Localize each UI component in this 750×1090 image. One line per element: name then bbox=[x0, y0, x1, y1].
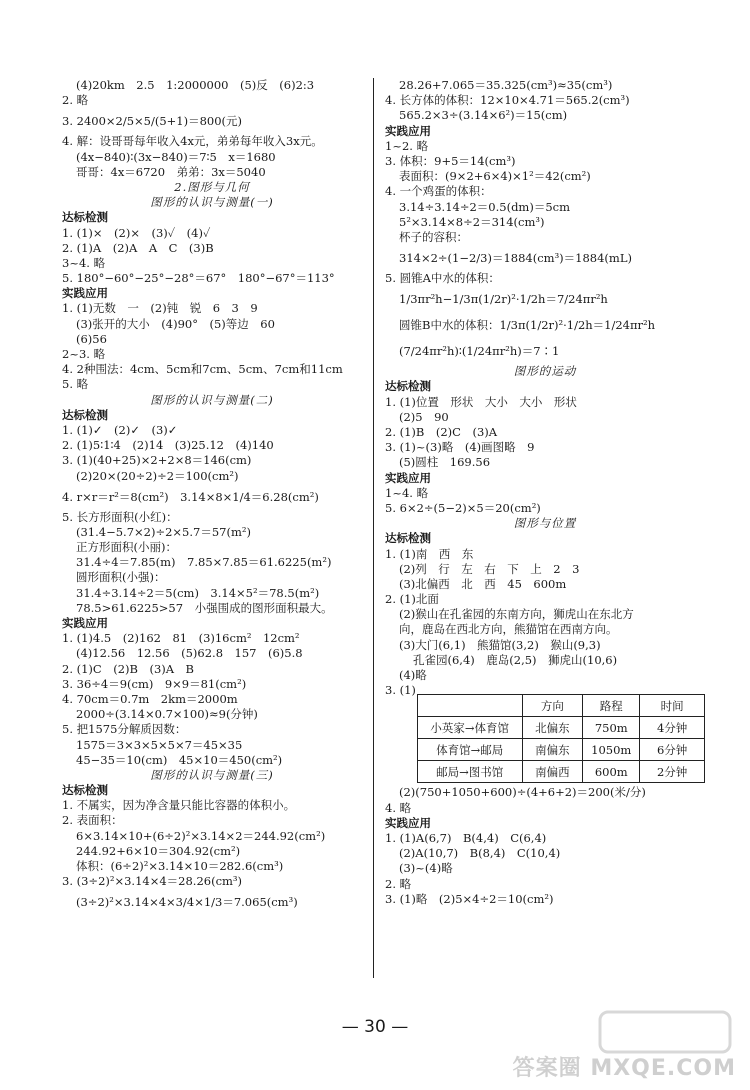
answer-line: 2. 略 bbox=[62, 93, 89, 108]
answer-line: (3)~(4)略 bbox=[399, 861, 453, 876]
answer-line: 3. (1) bbox=[385, 683, 416, 698]
answer-line: (7/24πr²h)∶(1/24πr²h)＝7∶1 bbox=[399, 344, 560, 359]
right-column-upper bbox=[385, 78, 705, 698]
answer-line: 1. 不属实，因为净含量只能比容器的体积小。 bbox=[62, 798, 296, 813]
watermark-text: 答案圈 MXQE.COM bbox=[512, 1056, 736, 1081]
answer-line: 4. 解：设哥哥每年收入4x元，弟弟每年收入3x元。 bbox=[62, 134, 323, 149]
answer-line: 体积：(6÷2)²×3.14×10＝282.6(cm³) bbox=[76, 859, 284, 873]
topic-title: 图形与位置 bbox=[513, 516, 577, 531]
answer-line: 4. 70cm＝0.7m 2km＝2000m bbox=[62, 691, 238, 706]
table-cell: 时间 bbox=[640, 695, 705, 717]
answer-line: 5. 圆锥A中水的体积： bbox=[385, 271, 500, 286]
table-cell: 南偏东 bbox=[522, 739, 583, 761]
answer-line: 31.4÷4＝7.85(m) 7.85×7.85＝61.6225(m²) bbox=[76, 555, 332, 570]
answer-line: 5. 180°−60°−25°−28°＝67° 180°−67°＝113° bbox=[62, 271, 335, 286]
column-divider bbox=[373, 78, 374, 978]
section-heading: 达标检测 bbox=[62, 783, 108, 798]
answer-line: 3. (1)(40+25)×2+2×8＝146(cm) bbox=[62, 453, 252, 468]
answer-line: 2000÷(3.14×0.7×100)≈9(分钟) bbox=[76, 707, 258, 722]
table-row bbox=[418, 761, 705, 783]
table-cell: 小英家→体育馆 bbox=[418, 717, 523, 739]
section-heading: 达标检测 bbox=[385, 379, 431, 394]
section-heading: 实践应用 bbox=[385, 123, 431, 138]
topic-title: 图形的运动 bbox=[513, 364, 577, 379]
answer-line: 4. 一个鸡蛋的体积： bbox=[385, 184, 492, 199]
answer-line: 2. (1)C (2)B (3)A B bbox=[62, 661, 195, 676]
topic-title: 图形的认识与测量(一) bbox=[150, 195, 274, 210]
table-cell: 邮局→图书馆 bbox=[418, 761, 523, 783]
topic-title: 图形的认识与测量(三) bbox=[150, 767, 274, 782]
section-heading: 实践应用 bbox=[62, 616, 108, 630]
answer-line: 6×3.14×10+(6÷2)²×3.14×2＝244.92(cm²) bbox=[76, 828, 326, 843]
section-heading: 达标检测 bbox=[62, 407, 108, 422]
topic-title: 2.图形与几何 bbox=[174, 179, 250, 194]
answer-line: 1/3πr²h−1/3π(1/2r)²·1/2h＝7/24πr²h bbox=[399, 292, 608, 307]
topic-title: 图形的认识与测量(二) bbox=[150, 392, 274, 407]
table-row bbox=[418, 739, 705, 761]
answer-line: (2)A(10,7) B(8,4) C(10,4) bbox=[399, 846, 561, 861]
answer-line: 1~2. 略 bbox=[385, 138, 429, 153]
answer-line: (3)大门(6,1) 熊猫馆(3,2) 猴山(9,3) bbox=[399, 637, 601, 652]
answer-line: 314×2÷(1−2/3)＝1884(cm³)＝1884(mL) bbox=[399, 251, 632, 266]
table-cell: 方向 bbox=[522, 695, 583, 717]
answer-line: 1. (1)位置 形状 大小 大小 形状 bbox=[385, 394, 577, 409]
page-number: — 30 — bbox=[341, 1017, 409, 1037]
table-cell: 体育馆→邮局 bbox=[418, 739, 523, 761]
table-cell: 路程 bbox=[583, 695, 640, 717]
answer-line: 28.26+7.065＝35.325(cm³)≈35(cm³) bbox=[399, 78, 613, 92]
table-cell: 1050m bbox=[583, 739, 640, 761]
answer-line: (2)(750+1050+600)÷(4+6+2)＝200(米/分) bbox=[399, 785, 646, 800]
answer-line: 4. 略 bbox=[385, 800, 412, 815]
section-heading: 实践应用 bbox=[62, 286, 108, 301]
table-cell: 750m bbox=[583, 717, 640, 739]
answer-line: 哥哥：4x＝6720 弟弟：3x＝5040 bbox=[76, 164, 266, 179]
answer-line: (2)20×(20÷2)÷2＝100(cm²) bbox=[76, 468, 239, 483]
answer-line: (6)56 bbox=[76, 331, 107, 346]
table-cell: 北偏东 bbox=[522, 717, 583, 739]
table-header-row bbox=[418, 695, 705, 717]
answer-line: (5)圆柱 169.56 bbox=[399, 455, 491, 470]
answer-line: (2)列 行 左 右 下 上 2 3 bbox=[399, 561, 580, 576]
answer-line: 4. 2种围法：4cm、5cm和7cm、5cm、7cm和11cm bbox=[62, 362, 343, 377]
answer-line: (4)略 bbox=[399, 668, 427, 682]
answer-line: 2~3. 略 bbox=[62, 347, 106, 361]
section-heading: 达标检测 bbox=[385, 531, 431, 546]
answer-line: (31.4−5.7×2)÷2×5.7＝57(m²) bbox=[76, 524, 251, 539]
answer-line: 5. 把1575分解质因数： bbox=[62, 722, 187, 737]
answer-line: 3. (3÷2)²×3.14×4＝28.26(cm³) bbox=[62, 874, 243, 889]
answer-line: 1. (1)✓ (2)✓ (3)✓ bbox=[62, 422, 178, 437]
answer-line: 565.2×3÷(3.14×6²)＝15(cm) bbox=[399, 108, 568, 123]
answer-line: 1. (1)无数 一 (2)钝 锐 6 3 9 bbox=[62, 301, 258, 316]
answer-line: 3~4. 略 bbox=[62, 255, 106, 270]
answer-line: 2. 表面积： bbox=[62, 813, 123, 828]
answer-line: 5²×3.14×8÷2＝314(cm³) bbox=[399, 214, 545, 229]
answer-line: (3÷2)²×3.14×4×3/4×1/3＝7.065(cm³) bbox=[76, 895, 298, 910]
answer-line: 45−35＝10(cm) 45×10＝450(cm²) bbox=[76, 752, 283, 767]
answer-line: 31.4÷3.14÷2＝5(cm) 3.14×5²＝78.5(m²) bbox=[76, 585, 320, 600]
route-table bbox=[417, 694, 705, 783]
answer-line: (3)张开的大小 (4)90° (5)等边 60 bbox=[76, 316, 275, 331]
answer-line: 4. r×r＝r²＝8(cm²) 3.14×8×1/4＝6.28(cm²) bbox=[62, 489, 319, 504]
answer-line: 78.5>61.6225>57 小强围成的图形面积最大。 bbox=[76, 600, 333, 615]
answer-line: 3. (1)~(3)略 (4)画图略 9 bbox=[385, 440, 535, 455]
answer-line: 1. (1)A(6,7) B(4,4) C(6,4) bbox=[385, 830, 547, 845]
answer-line: 2. (1)北面 bbox=[385, 592, 439, 607]
answer-line: (4x−840)∶(3x−840)＝7∶5 x＝1680 bbox=[76, 149, 276, 164]
answer-line: 正方形面积(小丽)： bbox=[76, 540, 177, 555]
answer-line: 圆锥B中水的体积：1/3π(1/2r)²·1/2h＝1/24πr²h bbox=[399, 318, 656, 333]
right-column bbox=[385, 78, 705, 907]
answer-line: 3. (1)略 (2)5×4÷2＝10(cm²) bbox=[385, 891, 554, 906]
section-heading: 实践应用 bbox=[385, 815, 431, 830]
answer-line: 1~4. 略 bbox=[385, 485, 429, 500]
answer-line: (4)12.56 12.56 (5)62.8 157 (6)5.8 bbox=[76, 646, 303, 661]
answer-line: 1575＝3×3×5×5×7＝45×35 bbox=[76, 737, 243, 752]
section-heading: 实践应用 bbox=[385, 470, 431, 485]
answer-line: 孔雀园(6,4) 鹿岛(2,5) 狮虎山(10,6) bbox=[413, 652, 618, 667]
answer-line: 3.14÷3.14÷2＝0.5(dm)＝5cm bbox=[399, 199, 570, 214]
answer-line: 1. (1)× (2)× (3)✓ (4)✓ bbox=[62, 225, 211, 240]
answer-line: 表面积：(9×2+6×4)×1²＝42(cm²) bbox=[399, 169, 591, 184]
section-heading: 达标检测 bbox=[62, 210, 108, 225]
table-cell bbox=[418, 695, 523, 717]
answer-line: 1. (1)4.5 (2)162 81 (3)16cm² 12cm² bbox=[62, 631, 300, 646]
table-row bbox=[418, 717, 705, 739]
table-cell: 2分钟 bbox=[640, 761, 705, 783]
table-cell: 4分钟 bbox=[640, 717, 705, 739]
answer-line: 3. 2400×2/5×5/(5+1)＝800(元) bbox=[62, 114, 243, 129]
table-cell: 6分钟 bbox=[640, 739, 705, 761]
answer-line: 1. (1)南 西 东 bbox=[385, 546, 474, 561]
answer-line: 5. 6×2÷(5−2)×5＝20(cm²) bbox=[385, 500, 541, 515]
answer-line: (3)北偏西 北 西 45 600m bbox=[399, 576, 567, 591]
answer-line: 2. (1)5∶1∶4 (2)14 (3)25.12 (4)140 bbox=[62, 438, 274, 453]
answer-line: 3. 36÷4＝9(cm) 9×9＝81(cm²) bbox=[62, 676, 247, 691]
answer-line: (2)5 90 bbox=[399, 409, 449, 424]
answer-line: 圆形面积(小强)： bbox=[76, 570, 166, 585]
answer-line: 向，鹿岛在西北方向，熊猫馆在西南方向。 bbox=[399, 622, 618, 637]
answer-line: 5. 长方形面积(小红)： bbox=[62, 509, 178, 524]
answer-line: 3. 体积：9+5＝14(cm³) bbox=[385, 153, 516, 168]
table-cell: 600m bbox=[583, 761, 640, 783]
answer-line: 4. 长方体的体积：12×10×4.71＝565.2(cm³) bbox=[385, 93, 630, 108]
table-cell: 南偏西 bbox=[522, 761, 583, 783]
answer-line: 5. 略 bbox=[62, 377, 89, 392]
answer-line: 2. (1)A (2)A A C (3)B bbox=[62, 240, 214, 255]
answer-line: 2. (1)B (2)C (3)A bbox=[385, 425, 498, 439]
answer-line: (2)猴山在孔雀园的东南方向，狮虎山在东北方 bbox=[399, 607, 634, 622]
left-column bbox=[62, 78, 362, 915]
answer-line: 杯子的容积： bbox=[399, 229, 468, 244]
answer-line: (4)20km 2.5 1:2000000 (5)反 (6)2:3 bbox=[76, 78, 315, 92]
answer-line: 2. 略 bbox=[385, 876, 412, 891]
right-column-lower bbox=[385, 785, 705, 907]
answer-line: 244.92+6×10＝304.92(cm²) bbox=[76, 843, 241, 858]
